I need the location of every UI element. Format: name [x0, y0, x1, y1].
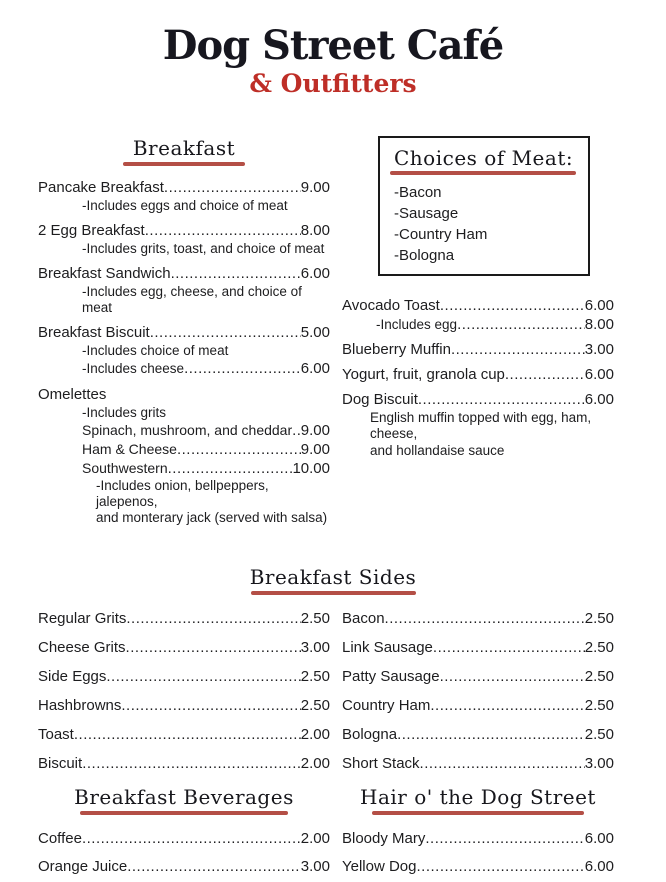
item-price: 9.00: [300, 422, 330, 439]
menu-item: [342, 609, 614, 628]
breakfast-column: [38, 136, 330, 533]
dot-leader: [126, 638, 301, 657]
dot-leader: [82, 829, 301, 848]
menu-item: [342, 365, 614, 384]
dot-leader: [433, 638, 585, 657]
item-name: Breakfast Sandwich: [38, 265, 171, 282]
item-name: Spinach, mushroom, and cheddar: [82, 422, 293, 438]
dot-leader: [457, 315, 585, 334]
item-price: 9.00: [300, 441, 330, 458]
menu-item: [342, 857, 614, 876]
item-name: Side Eggs: [38, 668, 107, 685]
menu-item: [38, 829, 330, 848]
item-name: Breakfast Biscuit: [38, 324, 150, 341]
item-price: 8.00: [300, 222, 330, 239]
breakfast-sides-heading: Breakfast Sides: [249, 565, 417, 589]
choices-of-meat-box: [378, 136, 590, 276]
item-price: 2.00: [300, 755, 330, 772]
item-name: Cheese Grits: [38, 639, 126, 656]
item-price: 2.00: [300, 726, 330, 743]
dot-leader: [425, 829, 584, 848]
beverages-heading: Breakfast Beverages: [74, 785, 294, 809]
heading-underline: [372, 811, 584, 815]
dot-leader: [106, 667, 300, 686]
choices-of-meat-heading: Choices of Meat:: [394, 146, 574, 170]
item-name: -Includes egg: [376, 317, 458, 332]
dot-leader: [150, 323, 301, 342]
dot-leader: [292, 421, 301, 440]
menu-header: [0, 0, 666, 98]
sides-right-column: [342, 609, 614, 783]
page-title: Dog Street Café: [162, 22, 504, 69]
item-name: Bloody Mary: [342, 830, 426, 847]
menu-item: [38, 696, 330, 715]
item-price: 6.00: [584, 858, 614, 875]
item-name: Link Sausage: [342, 639, 433, 656]
item-name: Short Stack: [342, 755, 420, 772]
beverages-heading-wrap: [38, 785, 330, 815]
menu-item: [342, 725, 614, 744]
menu-item: [342, 696, 614, 715]
dot-leader: [127, 857, 301, 876]
item-price: 6.00: [584, 366, 614, 383]
menu-item: [342, 638, 614, 657]
item-name: Regular Grits: [38, 610, 127, 627]
dot-leader: [121, 696, 300, 715]
menu-item: [342, 754, 614, 773]
heading-underline: [251, 591, 416, 595]
item-price: 2.50: [584, 697, 614, 714]
item-name: Southwestern: [82, 460, 168, 476]
item-name: -Includes cheese: [82, 361, 185, 376]
item-note: English muffin topped with egg, ham, cheese,: [370, 410, 592, 441]
dot-leader: [74, 725, 301, 744]
menu-item: [38, 857, 330, 876]
item-price: 3.00: [584, 755, 614, 772]
item-price: 8.00: [584, 316, 614, 333]
dot-leader: [397, 725, 585, 744]
dot-leader: [126, 609, 300, 628]
item-name: Blueberry Muffin: [342, 341, 451, 358]
item-price: 3.00: [584, 341, 614, 358]
dot-leader: [440, 667, 585, 686]
meat-option: -Bologna: [394, 247, 455, 264]
menu-item: [38, 178, 330, 214]
item-note: -Includes choice of meat: [82, 343, 229, 358]
meat-option: -Country Ham: [394, 226, 488, 243]
item-note: -Includes eggs and choice of meat: [82, 198, 288, 213]
menu-item: [342, 667, 614, 686]
menu-subitem: [376, 315, 614, 334]
heading-underline: [123, 162, 245, 166]
menu-item: [342, 296, 614, 334]
item-price: 6.00: [584, 297, 614, 314]
breakfast-heading: Breakfast: [132, 136, 236, 160]
heading-underline: [80, 811, 288, 815]
item-note: and monterary jack (served with salsa): [96, 510, 328, 525]
item-name: Ham & Cheese: [82, 441, 177, 457]
dot-leader: [184, 359, 301, 378]
menu-item: [38, 754, 330, 773]
item-name: Yogurt, fruit, granola cup: [342, 366, 505, 383]
omelette-variant: [82, 440, 330, 459]
breakfast-section: [0, 136, 666, 533]
menu-item: [342, 340, 614, 359]
bottom-section: [0, 785, 666, 882]
dot-leader: [430, 696, 584, 715]
menu-item: [38, 264, 330, 316]
menu-item: [342, 390, 614, 459]
item-price: 2.50: [584, 610, 614, 627]
item-price: 2.50: [300, 610, 330, 627]
meat-option: -Sausage: [394, 205, 459, 222]
item-name: Orange Juice: [38, 858, 128, 875]
beverages-column: [38, 785, 330, 882]
breakfast-sides-section: [0, 609, 666, 783]
menu-subitem: [82, 359, 330, 378]
item-note: and hollandaise sauce: [370, 443, 505, 458]
meat-option: -Bacon: [394, 184, 442, 201]
item-name: Pancake Breakfast: [38, 179, 164, 196]
item-name: Toast: [38, 726, 74, 743]
menu-item: [38, 638, 330, 657]
item-name: Dog Biscuit: [342, 391, 418, 408]
item-price: 9.00: [300, 179, 330, 196]
dot-leader: [82, 754, 301, 773]
item-name: Avocado Toast: [342, 297, 440, 314]
item-price: 3.00: [300, 639, 330, 656]
dot-leader: [417, 857, 585, 876]
dot-leader: [505, 365, 585, 384]
sides-left-column: [38, 609, 330, 783]
heading-underline: [390, 171, 576, 175]
menu-item: [38, 221, 330, 257]
item-note: -Includes onion, bellpeppers, jalepenos,: [96, 478, 269, 509]
hair-o-dog-heading-wrap: [342, 785, 614, 815]
item-price: 5.00: [300, 324, 330, 341]
item-price: 2.50: [584, 639, 614, 656]
dot-leader: [171, 264, 301, 283]
page-subtitle: & Outfitters: [249, 69, 417, 98]
item-name: Yellow Dog: [342, 858, 417, 875]
item-note: -Includes grits, toast, and choice of meat: [82, 241, 325, 256]
item-name: Country Ham: [342, 697, 431, 714]
item-price: 2.50: [584, 668, 614, 685]
item-name: Bologna: [342, 726, 398, 743]
item-name: 2 Egg Breakfast: [38, 222, 145, 239]
dot-leader: [451, 340, 585, 359]
dot-leader: [164, 178, 301, 197]
item-price: 2.50: [300, 668, 330, 685]
menu-item: [38, 667, 330, 686]
breakfast-right-column: [342, 136, 614, 533]
dot-leader: [145, 221, 301, 240]
dot-leader: [420, 754, 585, 773]
breakfast-sides-heading-wrap: [0, 565, 666, 595]
dot-leader: [440, 296, 585, 315]
item-price: 6.00: [584, 830, 614, 847]
breakfast-right-items: [342, 296, 614, 459]
item-price: 6.00: [300, 360, 330, 377]
omelette-variant: [82, 459, 330, 478]
omelette-variant: [82, 421, 330, 440]
dot-leader: [168, 459, 293, 478]
menu-item: [38, 725, 330, 744]
omelettes-block: [38, 385, 330, 526]
breakfast-heading-wrap: [38, 136, 330, 166]
item-name: Hashbrowns: [38, 697, 122, 714]
item-price: 3.00: [300, 858, 330, 875]
item-note: -Includes egg, cheese, and choice of meat: [82, 284, 302, 315]
dot-leader: [177, 440, 301, 459]
item-price: 2.50: [584, 726, 614, 743]
dot-leader: [418, 390, 585, 409]
menu-item: [342, 829, 614, 848]
item-note: -Includes grits: [82, 405, 167, 420]
item-price: 6.00: [584, 391, 614, 408]
item-price: 6.00: [300, 265, 330, 282]
hair-o-dog-column: [342, 785, 614, 882]
item-price: 2.50: [300, 697, 330, 714]
item-name: Patty Sausage: [342, 668, 440, 685]
hair-o-dog-heading: Hair o' the Dog Street: [360, 785, 596, 809]
item-name: Coffee: [38, 830, 82, 847]
item-name: Omelettes: [38, 386, 107, 403]
dot-leader: [385, 609, 585, 628]
item-price: 2.00: [300, 830, 330, 847]
item-name: Bacon: [342, 610, 385, 627]
item-price: 10.00: [292, 460, 330, 477]
menu-item: [38, 323, 330, 378]
menu-item: [38, 609, 330, 628]
item-name: Biscuit: [38, 755, 83, 772]
